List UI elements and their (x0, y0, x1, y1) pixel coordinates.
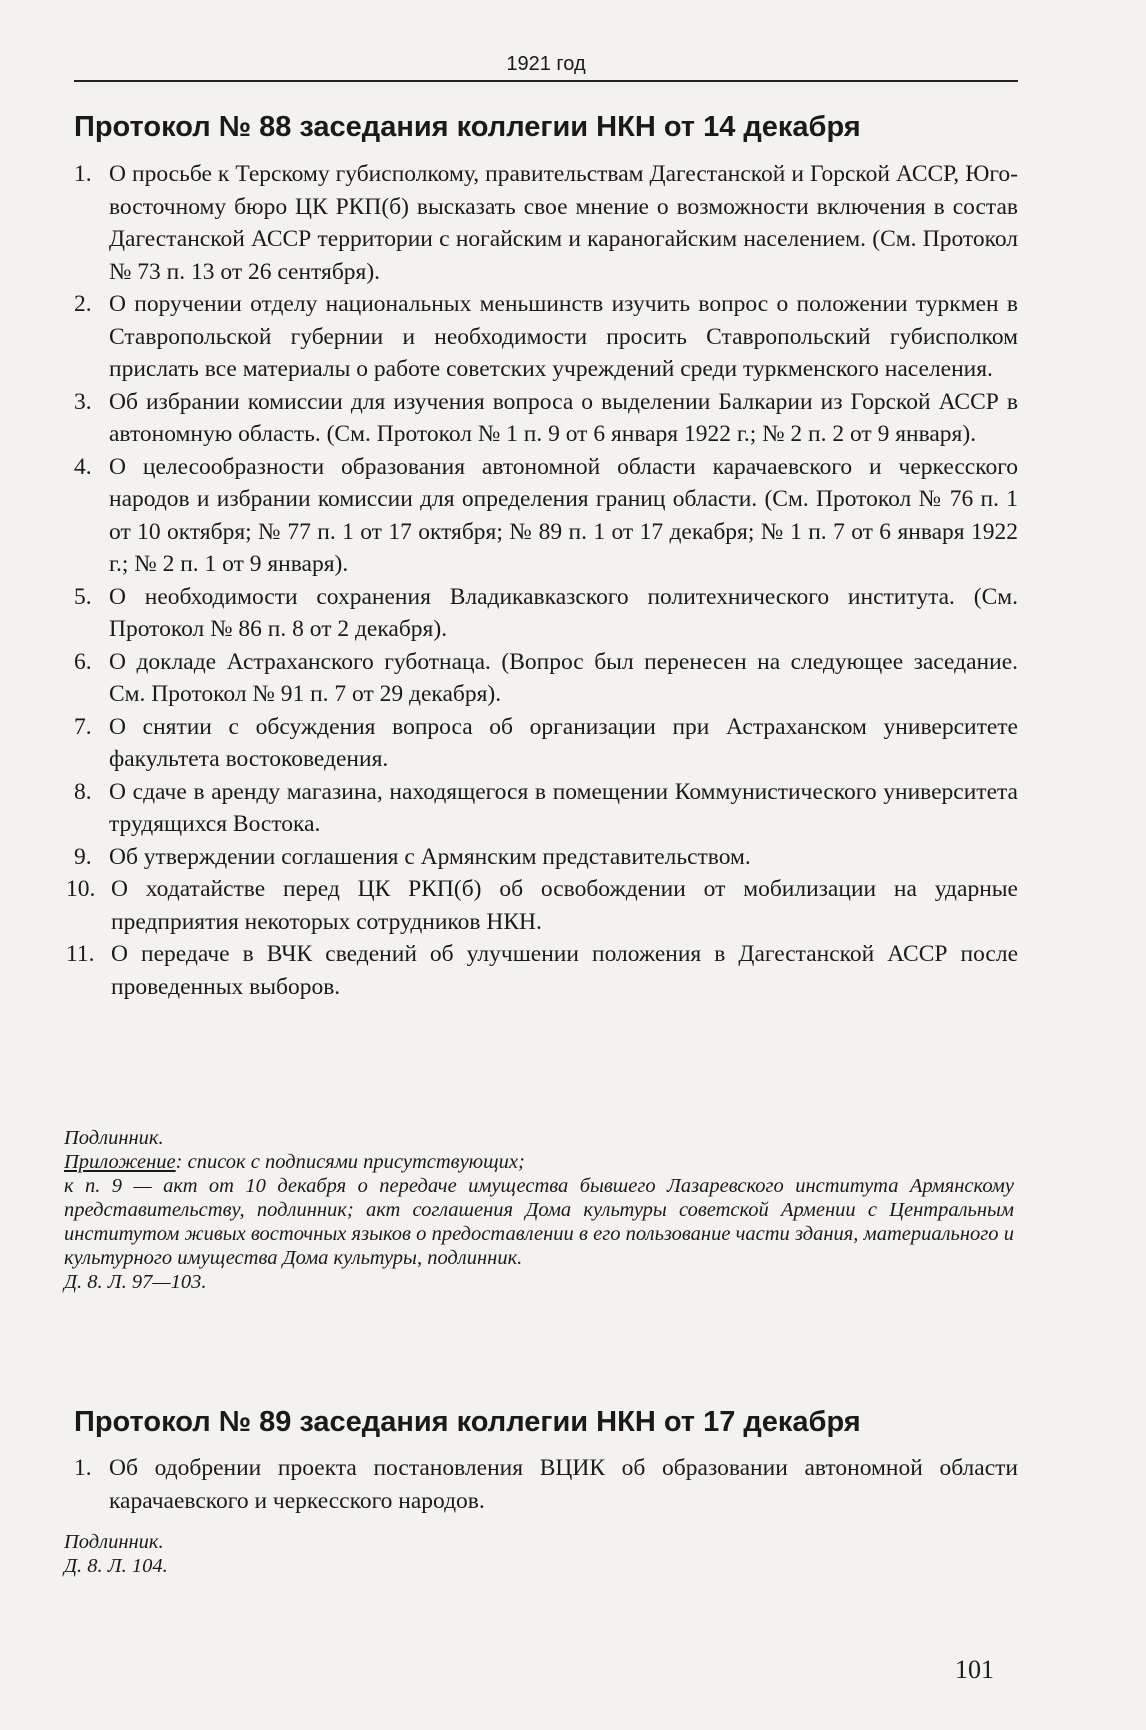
appendix-label: Приложение (64, 1151, 176, 1173)
appendix-text: : список с подписями присутствующих; (175, 1151, 525, 1173)
item-number: 9. (74, 843, 92, 870)
item-text: О сдаче в аренду магазина, находящегося в помещении Коммунистического университета трудящихся Востока. (109, 778, 1018, 837)
item-number: 1. (74, 161, 92, 187)
appendix-line (64, 1150, 1014, 1174)
item-text: О передаче в ВЧК сведений об улучшении положения в Дагестанской АССР после проведенных выборов. (111, 941, 1018, 1000)
protocol-88-item-list (66, 158, 1018, 1003)
item-text: Об утверждении соглашения с Армянским представительством. (109, 843, 751, 870)
appendix-item-text: к п. 9 — акт от 10 декабря о передаче имущества бывшего Лазаревского института Армянскому представительству, подлинник; акт соглашения Дома культуры советской Армении с Центральным институтом живых восточных языков о предоставлении в его пользование части здания, материального и культурного имущества Дома культуры, подлинник. (64, 1175, 1014, 1269)
item-number: 1. (74, 1455, 92, 1481)
item-text: О снятии с обсуждения вопроса об организации при Астраханском университете факультета востоковедения. (109, 713, 1018, 772)
item-text: О целесообразности образования автономной области карачаевского и черкесского народов и избрании комиссии для определения границ области. (См. Протокол № 76 п. 1 от 10 октября; № 77 п. 1 от 17 октября; № 89 п. 1 от 17 декабря; № 1 п. 7 от 6 января 1922 г.; № 2 п. 1 от 9 января). (109, 453, 1018, 577)
item-number: 10. (66, 876, 96, 902)
original-mark: Подлинник. (64, 1531, 164, 1553)
running-header: 1921 год (506, 53, 586, 75)
appendix-item (64, 1174, 1014, 1270)
protocol-89-archival-note (64, 1530, 1014, 1578)
item-number: 8. (74, 778, 92, 805)
item-number: 6. (74, 648, 92, 675)
archive-reference: Д. 8. Л. 104. (64, 1555, 168, 1577)
list-item (66, 938, 1018, 1003)
list-item (74, 581, 1018, 646)
list-item (66, 873, 1018, 938)
list-item (74, 776, 1018, 841)
item-number: 4. (74, 453, 92, 480)
item-number: 3. (74, 388, 92, 415)
list-item (74, 711, 1018, 776)
item-text: Об избрании комиссии для изучения вопроса о выделении Балкарии из Горской АССР в автономную область. (См. Протокол № 1 п. 9 от 6 января 1922 г.; № 2 п. 2 от 9 января). (109, 388, 1018, 447)
protocol-88-heading: Протокол № 88 заседания коллегии НКН от 14 декабря (74, 111, 861, 143)
list-item (74, 386, 1018, 451)
item-text: Об одобрении проекта постановления ВЦИК об образовании автономной области карачаевского и черкесского народов. (109, 1455, 1018, 1514)
item-number: 2. (74, 291, 92, 317)
item-number: 7. (74, 713, 92, 740)
item-text: О просьбе к Терскому губисполкому, правительствам Дагестанской и Горской АССР, Юго-восточному бюро ЦК РКП(б) высказать свое мнение о возможности включения в состав Дагестанской АССР территории с ногайским и караногайским населением. (См. Протокол № 73 п. 13 от 26 сентября). (109, 161, 1018, 285)
item-text: О необходимости сохранения Владикавказского политехнического института. (См. Протокол № 86 п. 8 от 2 декабря). (109, 583, 1018, 642)
list-item (74, 646, 1018, 711)
page-number: 101 (955, 1655, 994, 1684)
item-text: О докладе Астраханского губотнаца. (Вопрос был перенесен на следующее заседание. См. Протокол № 91 п. 7 от 29 декабря). (109, 648, 1018, 707)
protocol-88-archival-note (64, 1126, 1014, 1294)
list-item (74, 451, 1018, 581)
list-item (74, 1452, 1018, 1517)
original-mark: Подлинник. (64, 1127, 164, 1149)
item-text: О ходатайстве перед ЦК РКП(б) об освобождении от мобилизации на ударные предприятия некоторых сотрудников НКН. (111, 876, 1018, 935)
list-item (74, 841, 1018, 874)
protocol-89-heading: Протокол № 89 заседания коллегии НКН от 17 декабря (74, 1406, 861, 1438)
item-number: 11. (66, 941, 95, 967)
header-rule (74, 80, 1018, 82)
item-number: 5. (74, 583, 92, 610)
list-item (74, 158, 1018, 288)
archive-reference: Д. 8. Л. 97—103. (64, 1271, 207, 1293)
item-text: О поручении отделу национальных меньшинств изучить вопрос о положении туркмен в Ставропольской губернии и необходимости просить Ставропольский губисполком прислать все материалы о работе советских учреждений среди туркменского населения. (109, 291, 1018, 382)
list-item (74, 288, 1018, 386)
protocol-89-item-list (74, 1452, 1018, 1517)
